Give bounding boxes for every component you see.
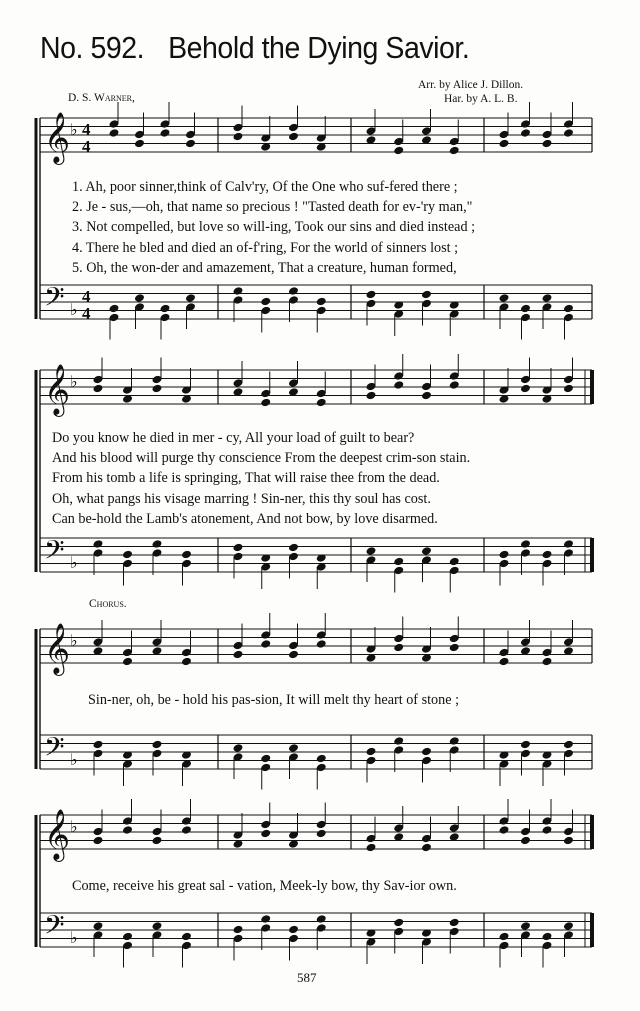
treble-clef-icon: 𝄞 (44, 623, 71, 674)
verse-line: 2. Je - sus,—oh, that name so precious ! "Tasted death for ev-'ry man," (72, 199, 473, 216)
chorus-label: Chorus. (89, 598, 127, 610)
verse-line: 1. Ah, poor sinner,think of Calv'ry, Of the One who suf-fered there ; (72, 179, 458, 195)
treble-clef-icon: 𝄞 (44, 364, 71, 415)
flat-icon: ♭ (70, 750, 78, 769)
author-credit: D. S. Warner, (68, 92, 135, 104)
harmonizer-credit: Har. by A. L. B. (444, 93, 518, 105)
flat-icon: ♭ (70, 928, 78, 947)
hymn-number: No. 592. (40, 30, 145, 65)
bass-clef-icon: 𝄢 (44, 534, 65, 572)
flat-icon: ♭ (70, 372, 78, 391)
time-signature-bottom: 4 (82, 304, 91, 323)
time-signature-bottom: 4 (82, 137, 91, 156)
verse-block-b (52, 428, 470, 529)
chorus-line-2: Come, receive his great sal - vation, Meek-ly bow, thy Sav-ior own. (72, 878, 457, 894)
time-signature-top: 4 (82, 287, 91, 306)
verse-line: 3. Not compelled, but love so will-ing, Took our sins and died instead ; (72, 219, 476, 236)
verse-line: Do you know he died in mer - cy, All your load of guilt to bear? (52, 430, 415, 446)
flat-icon: ♭ (70, 120, 78, 139)
page-number: 587 (297, 970, 317, 985)
chorus-line-1: Sin-ner, oh, be - hold his pas-sion, It will melt thy heart of stone ; (88, 692, 460, 708)
treble-clef-icon: 𝄞 (44, 112, 71, 163)
time-signature-top: 4 (82, 120, 91, 139)
verse-block-a (72, 177, 475, 278)
flat-icon: ♭ (70, 631, 78, 650)
verse-line: From his tomb a life is springing, That will raise thee from the dead. (52, 470, 440, 487)
bass-clef-icon: 𝄢 (44, 281, 65, 319)
bass-clef-icon: 𝄢 (44, 909, 65, 947)
flat-icon: ♭ (70, 553, 78, 572)
verse-line: 4. There he bled and died an of-f'ring, For the world of sinners lost ; (72, 239, 459, 256)
bass-clef-icon: 𝄢 (44, 731, 65, 769)
verse-line: And his blood will purge thy conscience From the deepest crim-son stain. (52, 450, 471, 467)
flat-icon: ♭ (70, 300, 78, 319)
verse-line: Can be-hold the Lamb's atonement, And not bow, by love disarmed. (52, 510, 438, 527)
hymn-title-text: Behold the Dying Savior. (168, 30, 470, 65)
arranger-credit: Arr. by Alice J. Dillon. (418, 79, 524, 91)
verse-line: Oh, what pangs his visage marring ! Sin-ner, this thy soul has cost. (52, 490, 431, 507)
flat-icon: ♭ (70, 817, 78, 836)
treble-clef-icon: 𝄞 (44, 809, 71, 860)
verse-line: 5. Oh, the won-der and amazement, That a creature, human formed, (72, 259, 457, 276)
